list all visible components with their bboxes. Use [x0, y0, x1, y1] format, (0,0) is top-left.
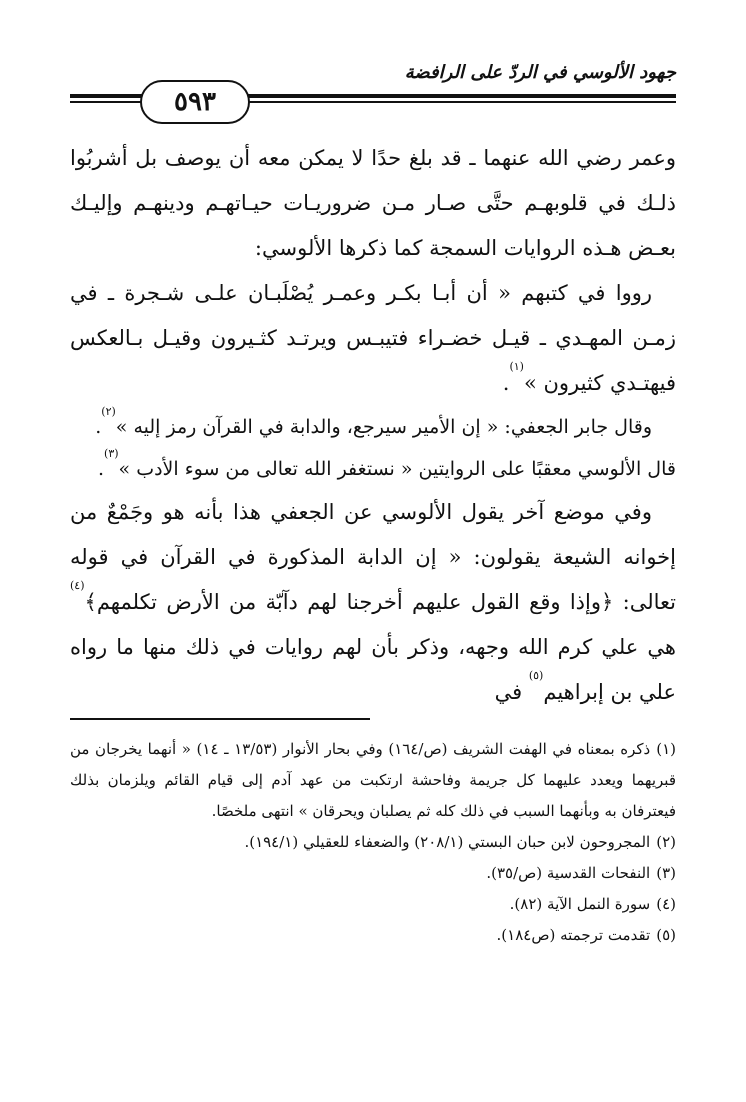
footnote-1-text: ذكره بمعناه في الهفت الشريف (ص/١٦٤) وفي بحار الأنوار (١٣/٥٣ ـ ١٤) « أنهما يخرجان من قبريهما ويعدد عليهما كل جريمة وفاحشة ارتكبت من عهد آدم إلى قيام القائم ويلزمان بذلك فيعترفان به وبأنهما السبب في ذلك كله ثم يصلبان ويحرقان » انتهى ملخصًا. — [70, 740, 676, 820]
footnotes — [70, 734, 676, 951]
paragraph-5-text-b: هي علي كرم الله وجهه، وذكر بأن لهم روايات في ذلك منها ما رواه علي بن إبراهيم — [70, 635, 676, 704]
footnote-ref-2[interactable]: (٢) — [101, 405, 116, 418]
running-title: جهود الألوسي في الردّ على الرافضة — [404, 62, 676, 83]
paragraph-5-text-c: في — [494, 680, 529, 704]
footnote-ref-4[interactable]: (٤) — [70, 579, 85, 592]
footnote-5-number: (٥) — [656, 926, 676, 944]
footnote-2-text: المجروحون لابن حبان البستي (٢٠٨/١) والضعفاء للعقيلي (١٩٤/١). — [244, 833, 651, 851]
paragraph-2-end: . — [502, 371, 510, 395]
paragraph-4 — [70, 448, 676, 490]
page-number: ٥٩٣ — [140, 80, 250, 124]
page-header — [70, 58, 676, 128]
paragraph-1-text: وعمر رضي الله عنهما ـ قد بلغ حدًا لا يمكن معه أن يوصف بل أشربُوا ذلـك في قلوبهـم حتَّى صـار مـن ضروريـات حيـاتهـم ودينهـم وإليـك بعـض هـذه الروايات السمجة كما ذكرها الألوسي: — [70, 146, 676, 260]
footnote-5-text: تقدمت ترجمته (ص١٨٤). — [496, 926, 651, 944]
paragraph-1 — [70, 136, 676, 271]
paragraph-2-text: رووا في كتبهم « أن أبـا بكـر وعمـر يُصْلَبـان علـى شـجرة ـ في زمـن المهـدي ـ قيـل خضـراء فتيبـس ويرتـد كثـيرون وقيـل بـالعكس فيهتـدي كثيرون » — [70, 281, 676, 395]
footnote-1-number: (١) — [656, 740, 677, 758]
footnote-separator — [70, 718, 370, 720]
paragraph-3-end: . — [95, 416, 102, 438]
footnote-3-number: (٣) — [656, 864, 676, 882]
footnote-ref-5[interactable]: (٥) — [528, 669, 544, 682]
paragraph-4-end: . — [97, 458, 105, 480]
paragraph-3 — [70, 406, 676, 448]
footnote-4-text: سورة النمل الآية (٨٢). — [509, 895, 651, 913]
footnote-3 — [70, 858, 676, 889]
footnote-3-text: النفحات القدسية (ص/٣٥). — [486, 864, 651, 882]
paragraph-3-text: وقال جابر الجعفي: « إن الأمير سيرجع، والدابة في القرآن رمز إليه » — [115, 416, 652, 438]
footnote-ref-3[interactable]: (٣) — [104, 447, 119, 460]
footnote-2-number: (٢) — [656, 833, 676, 851]
footnote-2 — [70, 827, 676, 858]
footnote-5 — [70, 920, 676, 951]
paragraph-5 — [70, 490, 676, 715]
main-text — [70, 136, 676, 715]
footnote-4 — [70, 889, 676, 920]
footnote-1 — [70, 734, 676, 827]
footnote-ref-1[interactable]: (١) — [509, 360, 524, 373]
paragraph-5-text-a: وفي موضع آخر يقول الألوسي عن الجعفي هذا بأنه هو وجَمْعٌ من إخوانه الشيعة يقولون: « إن الدابة المذكورة في القرآن في قوله تعالى: ﴿وإذا وقع القول عليهم أخرجنا لهم دآبّة من الأرض تكلمهم﴾ — [70, 500, 676, 614]
paragraph-4-text: قال الألوسي معقبًا على الروايتين « نستغفر الله تعالى من سوء الأدب » — [118, 458, 676, 480]
footnote-4-number: (٤) — [656, 895, 676, 913]
paragraph-2 — [70, 271, 676, 406]
